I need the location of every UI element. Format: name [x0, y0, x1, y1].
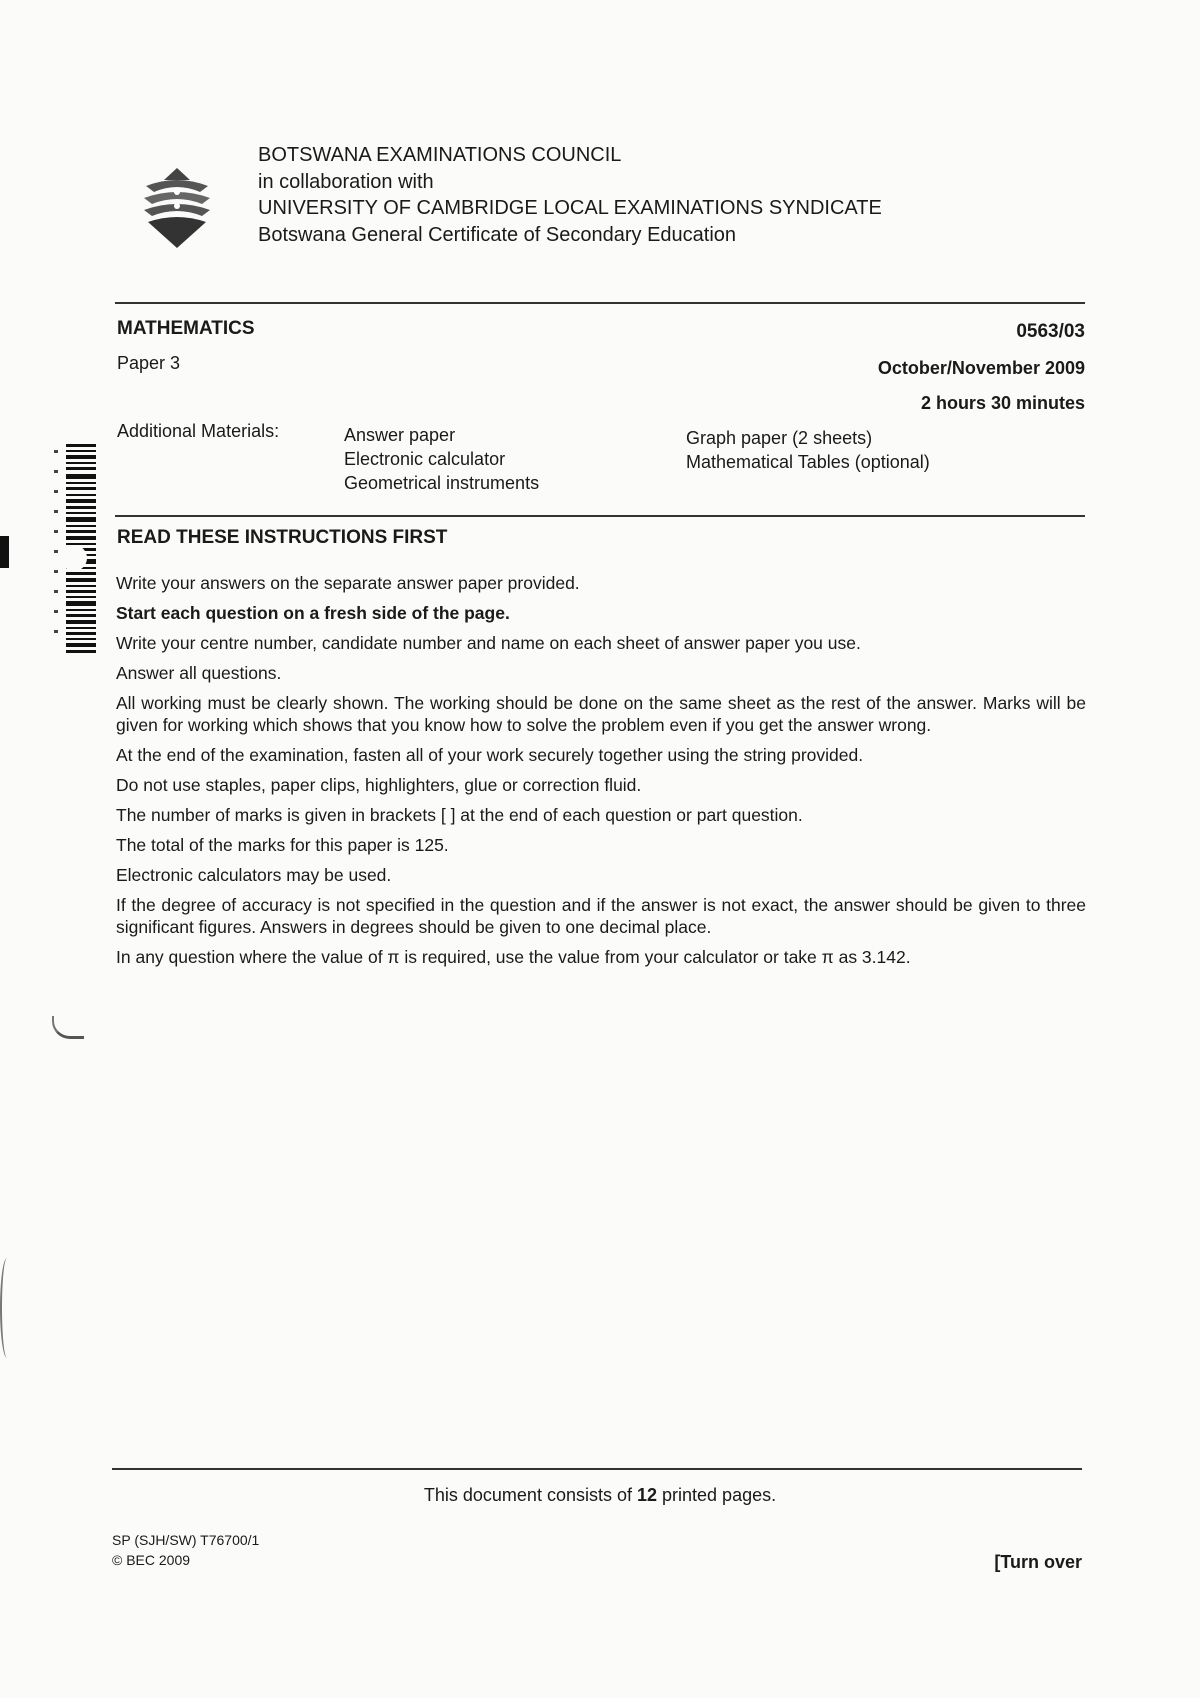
instruction-item: Write your answers on the separate answer paper provided.	[116, 573, 580, 593]
instruction-item: In any question where the value of π is required, use the value from your calculator or take π as 3.142.	[116, 947, 911, 967]
material-item: Electronic calculator	[344, 449, 506, 469]
materials-list-2	[686, 426, 930, 474]
header-line: UNIVERSITY OF CAMBRIDGE LOCAL EXAMINATIONS SYNDICATE	[258, 197, 882, 219]
scan-mark	[52, 1016, 84, 1039]
instruction-item: If the degree of accuracy is not specified in the question and if the answer is not exact, the answer should be given to three significant figures. Answers in degrees should be given to one decimal place.	[116, 895, 1086, 937]
syllabus-code: 0563/03	[1016, 321, 1085, 342]
instruction-item: Write your centre number, candidate number and name on each sheet of answer paper you use.	[116, 633, 861, 653]
copyright-notice: © BEC 2009	[112, 1552, 191, 1568]
material-item: Graph paper (2 sheets)	[686, 428, 873, 448]
barcode-icon	[52, 440, 98, 658]
divider	[115, 302, 1085, 304]
instruction-item: The number of marks is given in brackets [ ] at the end of each question or part question.	[116, 805, 803, 825]
divider	[115, 515, 1085, 517]
bec-logo-icon	[140, 168, 214, 248]
subject-title: MATHEMATICS	[117, 318, 255, 339]
instruction-item: Electronic calculators may be used.	[116, 865, 392, 885]
instruction-item: Start each question on a fresh side of the page.	[116, 603, 510, 623]
material-item: Mathematical Tables (optional)	[686, 452, 930, 472]
additional-materials-label: Additional Materials:	[117, 421, 280, 441]
header-line: Botswana General Certificate of Secondary Education	[258, 223, 737, 246]
instruction-item: Do not use staples, paper clips, highlighters, glue or correction fluid.	[116, 775, 642, 795]
materials-list-1	[344, 423, 539, 495]
exam-session: October/November 2009	[877, 358, 1085, 378]
material-item: Answer paper	[344, 425, 456, 445]
instruction-item: All working must be clearly shown. The working should be done on the same sheet as the rest of the answer. Marks will be given for working which shows that you know how to solve the problem even if you get the answer wrong.	[116, 693, 1086, 735]
page-count-pre: This document consists of	[423, 1485, 637, 1505]
paper-number: Paper 3	[117, 353, 181, 373]
instruction-item: At the end of the examination, fasten all of your work securely together using the string provided.	[116, 745, 864, 765]
scan-mark	[0, 536, 9, 568]
instruction-item: The total of the marks for this paper is 125.	[116, 835, 449, 855]
reference-code: SP (SJH/SW) T76700/1	[112, 1532, 260, 1548]
document-reference	[112, 1530, 259, 1570]
header-line: BOTSWANA EXAMINATIONS COUNCIL	[258, 144, 622, 166]
turn-over-note: [Turn over	[994, 1552, 1082, 1572]
page-count-post: printed pages.	[657, 1485, 777, 1505]
exam-duration: 2 hours 30 minutes	[920, 393, 1085, 413]
instructions-heading: READ THESE INSTRUCTIONS FIRST	[117, 527, 448, 548]
council-header	[258, 142, 882, 248]
scan-mark	[0, 1258, 14, 1358]
material-item: Geometrical instruments	[344, 473, 540, 493]
page-count-note	[0, 1485, 1200, 1506]
instructions-list	[116, 572, 1086, 976]
header-line: in collaboration with	[258, 170, 434, 193]
divider	[112, 1468, 1082, 1470]
instruction-item: Answer all questions.	[116, 663, 282, 683]
page-count-number: 12	[636, 1485, 658, 1505]
